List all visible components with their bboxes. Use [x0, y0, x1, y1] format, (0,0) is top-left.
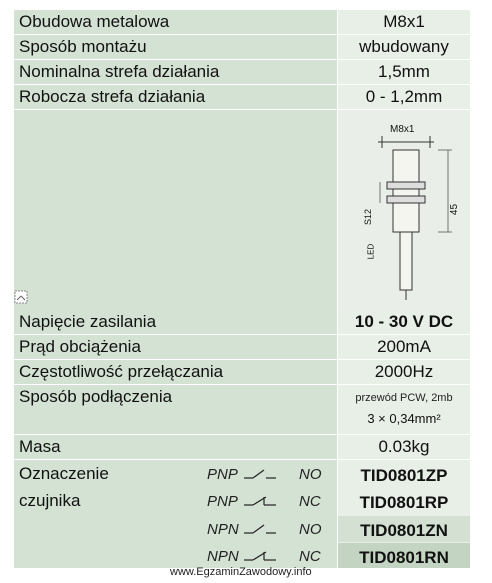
- item3-code: TID0801ZN: [360, 521, 448, 540]
- working-range-value: 0 - 1,2mm: [365, 87, 443, 106]
- connection-cable: przewód PCW, 2mb: [355, 392, 453, 404]
- row-switching-frequency: [14, 360, 470, 384]
- voltage-label: Napięcie zasilania: [19, 312, 157, 331]
- housing-label: Obudowa metalowa: [19, 12, 170, 31]
- sensor-drawing-cell: [338, 110, 470, 310]
- row-mass: [14, 435, 470, 459]
- broken-image-icon: [14, 290, 28, 304]
- designation-block: [14, 460, 470, 568]
- item2-code: TID0801RP: [359, 493, 449, 512]
- row-voltage: [14, 310, 470, 334]
- item1-contact: NO: [299, 466, 322, 483]
- item1-type: PNP: [207, 466, 238, 483]
- switch-no-icon: [244, 523, 276, 537]
- drawing-led-label: LED: [366, 243, 376, 260]
- footer-url: www.EgzaminZawodowy.info: [170, 566, 312, 578]
- item1-code: TID0801ZP: [360, 466, 448, 485]
- designation-label-2: czujnika: [19, 491, 81, 510]
- item3-contact: NO: [299, 521, 322, 538]
- nominal-range-label: Nominalna strefa działania: [19, 62, 220, 81]
- row-nominal-range: [14, 60, 470, 84]
- connection-label: Sposób podłączenia: [19, 387, 173, 406]
- spec-table: [14, 10, 470, 568]
- switching-frequency-value: 2000Hz: [374, 362, 434, 381]
- row-drawing: [14, 110, 470, 310]
- mounting-label: Sposób montażu: [19, 37, 147, 56]
- item2-type: PNP: [207, 493, 238, 510]
- item2-contact: NC: [299, 493, 321, 510]
- mass-value: 0.03kg: [378, 437, 430, 456]
- drawing-thread-label: S12: [363, 208, 374, 226]
- row-working-range: [14, 85, 470, 109]
- mounting-value: wbudowany: [359, 37, 449, 56]
- row-mounting: [14, 35, 470, 59]
- drawing-top-dim: M8x1: [390, 124, 415, 135]
- item4-contact: NC: [299, 548, 321, 565]
- drawing-length: 45: [449, 203, 461, 216]
- row-connection: [14, 385, 470, 434]
- load-current-value: 200mA: [377, 337, 431, 356]
- designation-label-1: Oznaczenie: [19, 464, 109, 483]
- mass-label: Masa: [19, 437, 61, 456]
- row-housing: [14, 10, 470, 34]
- connection-cross-section: 3 × 0,34mm²: [367, 411, 441, 426]
- voltage-value: 10 - 30 V DC: [354, 312, 454, 331]
- row-load-current: [14, 335, 470, 359]
- item3-type: NPN: [207, 521, 239, 538]
- working-range-label: Robocza strefa działania: [19, 87, 206, 106]
- item4-code: TID0801RN: [359, 548, 449, 567]
- housing-value: M8x1: [383, 12, 425, 31]
- switch-nc-icon: [244, 550, 276, 564]
- nominal-range-value: 1,5mm: [378, 62, 430, 81]
- item4-type: NPN: [207, 548, 239, 565]
- switch-nc-icon: [244, 495, 276, 509]
- switching-frequency-label: Częstotliwość przełączania: [19, 362, 224, 381]
- switch-no-icon: [244, 468, 276, 482]
- load-current-label: Prąd obciążenia: [19, 337, 141, 356]
